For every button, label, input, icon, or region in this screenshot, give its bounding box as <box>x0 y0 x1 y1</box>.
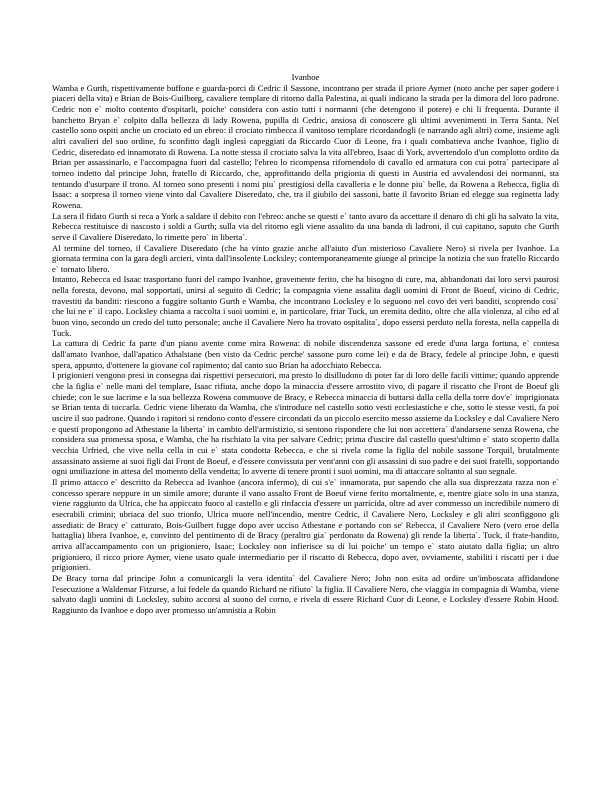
paragraph-6: I prigionieri vengono presi in consegna dai rispettivi persecutori, ma presto lo disilludono di poter far di loro delle facili vittime; quando apprende che la figlia e` nelle mani del templare, Isaac rifiuta, anche dopo la minaccia d'essere arrostito vivo, di pagare il riscatto che Front de Boeuf gli chiede; con le sue lacrime e la sua bellezza Rowena commuove de Bracy, e Rebecca minaccia di buttarsi dalla cella della torre dov'e` imprigionata se Brian tenta di toccarla. Cedric viene liberato da Wamba, che s'introduce nel castello sotto vesti ecclesiastiche e che, sotto le stesse vesti, fa poi uscire il suo padrone. Quando i rapitori si rendono conto d'essere circondati da un piccolo esercito messo assieme da Locksley e dal Cavaliere Nero e questi propongono ad Athestane la liberta` in cambio dell'armistizio, si sentono rispondere che lui non accettera` d'andarsene senza Rowena, che considera sua promessa sposa, e Wamba, che ha rischiato la vita per salvare Cedric; prima d'uscire dal castello quest'ultimo e` stato scoperto dalla vecchia Urfried, che vive nella cella in cui e` stata condotta Rebecca, e che si rivela come la figlia del nobile sassone Torquil, brutalmente assassinato assieme ai suoi figli dai Front de Boeuf, e d'essere convissuta per vent'anni con gli assassini di suo padre e dei suoi fratelli, sopportando ogni umiliazione in attesa del momento della vendetta; lo avverte di tenere pronti i suoi uomini, ma di attaccare soltanto al suo segnale. <box>52 370 559 477</box>
paragraph-1: Wamba e Gurth, rispettivamente buffone e guarda-porci di Cedric il Sassone, incontrano per strada il priore Aymer (noto anche per saper godere i piaceri della vita) e Brian de Bois-Guilborg, cavaliere templare di ritorno dalla Palestina, ai quali indicano la strada per la dimora del loro padrone. Cedric non e` molto contento d'ospitarli, poiche' considera con astio tutti i normanni (che detengono il potere) e chi li frequenta. Durante il banchetto Bryan e` colpito dalla bellezza di lady Rowena, pupilla di Cedric, ansiosa di conoscere gli ultimi avvenimenti in Terra Santa. Nel castello sono ospiti anche un crociato ed un ebreo: il crociato rimbecca il vanitoso templare ricordandogli (e narrando agli altri) come, insieme agli altri cavalieri del suo ordine, fu sconfitto dagli inglesi capeggiati da Riccardo Cuor di Leone, fra i quali combatteva anche Ivanhoe, figlio di Cedric, diseredato ed innamorato di Rowena. La notte stessa il crociato salva la vita all'ebreo, Isaac di York, avvertendolo d'un complotto ordito da Brian per assassinarlo, e l'accompagna fuori dal castello; l'ebreo lo ricompensa rifornendolo di cavallo ed armatura con cui potra` partecipare al torneo indetto dal principe John, fratello di Riccardo, che, approfittando della prigionia di questi in Austria ed avvalendosi dei normanni, sta tentando d'usurpare il trono. Al torneo sono presenti i nomi piu` prestigiosi della cavalleria e le donne piu` belle, da Rowena a Rebecca, figlia di Isaac: a sorpresa il torneo viene vinto dal Cavaliere Diseredato, che, tra il giubilo dei sassoni, batte il favorito Brian ed elegge sua reginetta lady Rowena. <box>52 82 559 210</box>
paragraph-8: De Bracy torna dal principe John a comunicargli la vera identita` del Cavaliere Nero; John non esita ad ordire un'imboscata affidandone l'esecuzione a Waldemar Fitzurse, a lui fedele da quando Richard ne rifiuto` la figlia. Il Cavaliere Nero, che viaggia in compagnia di Wamba, viene salvato dagli uomini di Locksley, subito accorsi al suono del corno, e rivela di essere Richard Cuor di Leone, e Locksley d'essere Robin Hood. Raggiunto da Ivanhoe e dopo aver promesso un'amnistia a Robin <box>52 572 559 615</box>
paragraph-5: La cattura di Cedric fa parte d'un piano avente come mira Rowena: di nobile discendenza sassone ed erede d'una larga fortuna, e` contesa dall'amato Ivanhoe, dall'apatico Athalstane (ben visto da Cedric perche' sassone puro come lei) e da de Bracy, fedele al principe John, e questi spera, appunto, d'ottenere la giovane col rapimento; dal canto suo Brian ha adocchiato Rebecca. <box>52 338 559 370</box>
document-page <box>52 72 559 615</box>
paragraph-4: Intanto, Rebecca ed Isaac trasportano fuori del campo Ivanhoe, gravemente ferito, che ha bisogno di cure, ma, abbandonati dai loro servi paurosi nella foresta, devono, mal sopportati, unirsi al seguito di Cedric; la compagnia viene assalita dagli uomini di Front de Boeuf, vicino di Cedric, travestiti da banditi: riescono a fuggire soltanto Gurth e Wamba, che incontrano Locksley e lo seguono nel covo dei veri banditi, scoprendo cosi` che lui ne e` il capo. Locksley chiama a raccolta i suoi uomini e, in particolare, friar Tuck, un eremita dedito, oltre che alla violenza, al cibo ed al buon vino, secondo un credo del tutto personale; anche il Cavaliere Nero ha trovato ospitalita`, dopo essersi perduto nella foresta, nella cappella di Tuck. <box>52 274 559 338</box>
paragraph-3: Al termine del torneo, il Cavaliere Diseredato (che ha vinto grazie anche all'aiuto d'un misterioso Cavaliere Nero) si rivela per Ivanhoe. La giornata termina con la gara degli arcieri, vinta dall'insolente Locksley; contemporaneamente giunge al principe la notizia che suo fratello Riccardo e` tornato libero. <box>52 242 559 274</box>
paragraph-7: Il primo attacco e` descritto da Rebecca ad Ivanhoe (ancora infermo), di cui s'e` innamorata, pur sapendo che alla sua disprezzata razza non e` concesso sperare neppure in un simile amore; durante il vano assalto Front de Boeuf viene ferito mortalmente, e, mentre giace solo in una stanza, viene raggiunto da Ulrica, che ha appiccato fuoco al castello e gli rinfaccia d'essere un parricida, oltre ad aver commesso un incredibile numero di esecrabili crimini; ubriaca del suo trionfo, Ulrica muore nell'incendio, mentre Cedric, il Cavaliere Nero, Locksley e gli altri sconfiggono gli assediati: de Bracy e` catturato, Bois-Guilbert fugge dopo aver ucciso Athestane e portando con se' Rebecca, il Cavaliere Nero (vero eroe della battaglia) libera Ivanhoe, e, convinto del pentimento di de Bracy (peraltro gia` perdonato da Rowena) gli rende la liberta`. Tuck, il frate-bandito, arriva all'accampamento con un prigioniero, Isaac; Locksley non infierisce su di lui poiche' un tempo e` stato aiutato dalla figlia; un altro prigioniero, il ricco priore Aymer, viene usato quale intermediario per il riscatto di Rebecca, dopo aver, ovviamente, stabiliti i riscatti per i due prigionieri. <box>52 476 559 573</box>
paragraph-2: La sera il fidato Gurth si reca a York a saldare il debito con l'ebreo: anche se questi e` tanto avaro da accettare il denaro di chi gli ha salvato la vita, Rebecca restituisce di nascosto i soldi a Gurth; sulla via del ritorno egli viene assalito da una banda di ladroni, il cui capitano, saputo che Gurth serve il Cavaliere Diseredato, lo rimette pero` in liberta`. <box>52 210 559 242</box>
document-title: Ivanhoe <box>291 72 320 82</box>
